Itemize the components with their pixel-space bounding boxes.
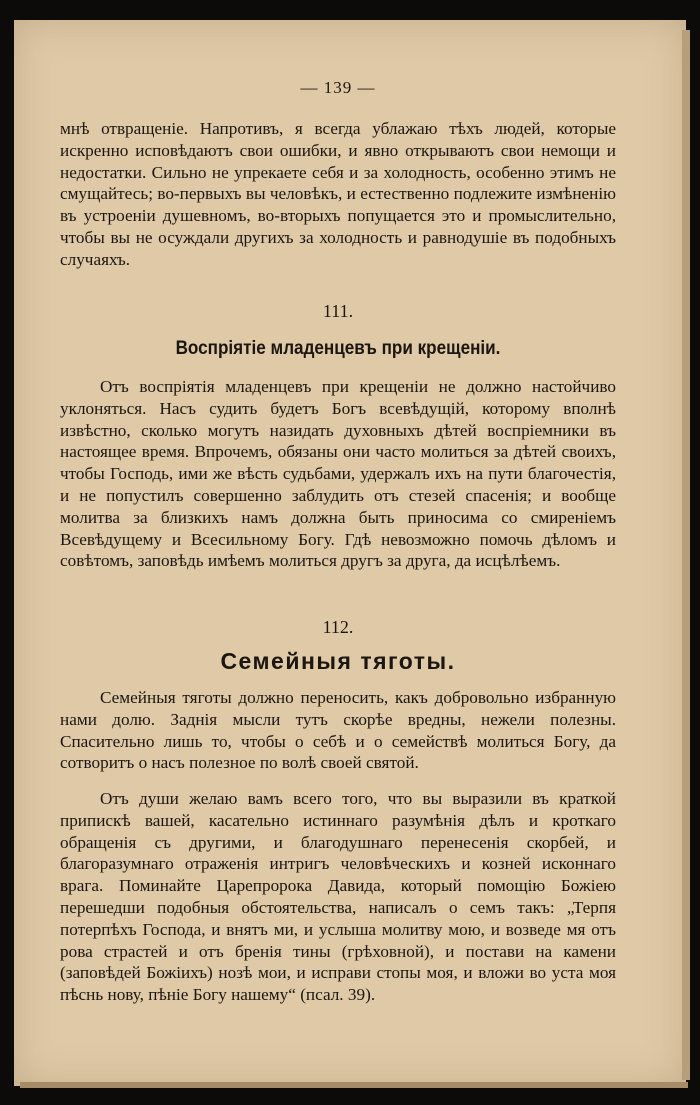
section-112-title: Семейныя тяготы. [220,648,456,674]
page-stack-edge-bottom [20,1082,688,1088]
page-number: — 139 — [300,78,376,97]
section-112-number: 112. [322,617,354,637]
intro-paragraph: мнѣ отвращеніе. Напротивъ, я всегда ублажаю тѣхъ людей, которые искренно исповѣдаютъ свои ошибки, и явно открываютъ свои немощи и недостатки. Сильно не упрекаете себя и за холодность, особенно этимъ не смущайтесь; во-первыхъ вы человѣкъ, и естественно подлежите измѣненію въ устроеніи душевномъ, во-вторыхъ попущается это и промыслительно, чтобы вы не осуждали другихъ за холодность и равнодушіе въ подобныхъ случаяхъ. [60,119,616,269]
section-111-title: Воспріятіе младенцевъ при крещеніи. [175,338,501,359]
section-112-paragraph-2: Отъ души желаю вамъ всего того, что вы выразили въ краткой припискѣ вашей, касательно истиннаго разумѣнія дѣлъ и кроткаго обращенія съ другими, и благодушнаго перенесенія скорбей, и благоразумнаго отраженія интригъ человѣческихъ и козней исконнаго врага. Поминайте Царепророка Давида, который помощію Божіею перешедши подобныя обстоятельства, написалъ о семъ такъ: „Терпя потерпѣхъ Господа, и внятъ ми, и услыша молитву мою, и возведе мя отъ рова страстей и отъ бренія тины (грѣховной), и постави на камени (заповѣдей Божіихъ) нозѣ мои, и исправи стопы моя, и вложи во уста моя пѣснь нову, пѣніе Богу нашему“ (псал. 39). [60,789,616,1005]
page-stack-edge-right [682,30,690,1080]
section-111-number: 111. [322,301,354,321]
section-111-paragraph: Отъ воспріятія младенцевъ при крещеніи не должно настойчиво уклоняться. Насъ судить будетъ Богъ всевѣдущій, которому вполнѣ извѣстно, сколько могутъ назидать духовныхъ дѣтей воспріемники въ настоящее время. Впрочемъ, обязаны они часто молиться за дѣтей своихъ, чтобы Господь, ими же вѣсть судьбами, удержалъ ихъ на пути благочестія, и не попустилъ совершенно заблудить отъ стезей спасенія; и вообще молитва за близкихъ намъ должна быть приносима со смиреніемъ Всевѣдущему и Всесильному Богу. Гдѣ невозможно помочь дѣломъ и совѣтомъ, заповѣдь имѣемъ молиться другъ за друга, да исцѣлѣемъ. [60,377,616,571]
section-112-paragraph-1: Семейныя тяготы должно переносить, какъ добровольно избранную нами долю. Заднія мысли тутъ скорѣе вредны, нежели полезны. Спасительно лишь то, чтобы о себѣ и о семействѣ молиться Богу, да сотворитъ о насъ полезное по волѣ своей святой. [60,688,616,773]
